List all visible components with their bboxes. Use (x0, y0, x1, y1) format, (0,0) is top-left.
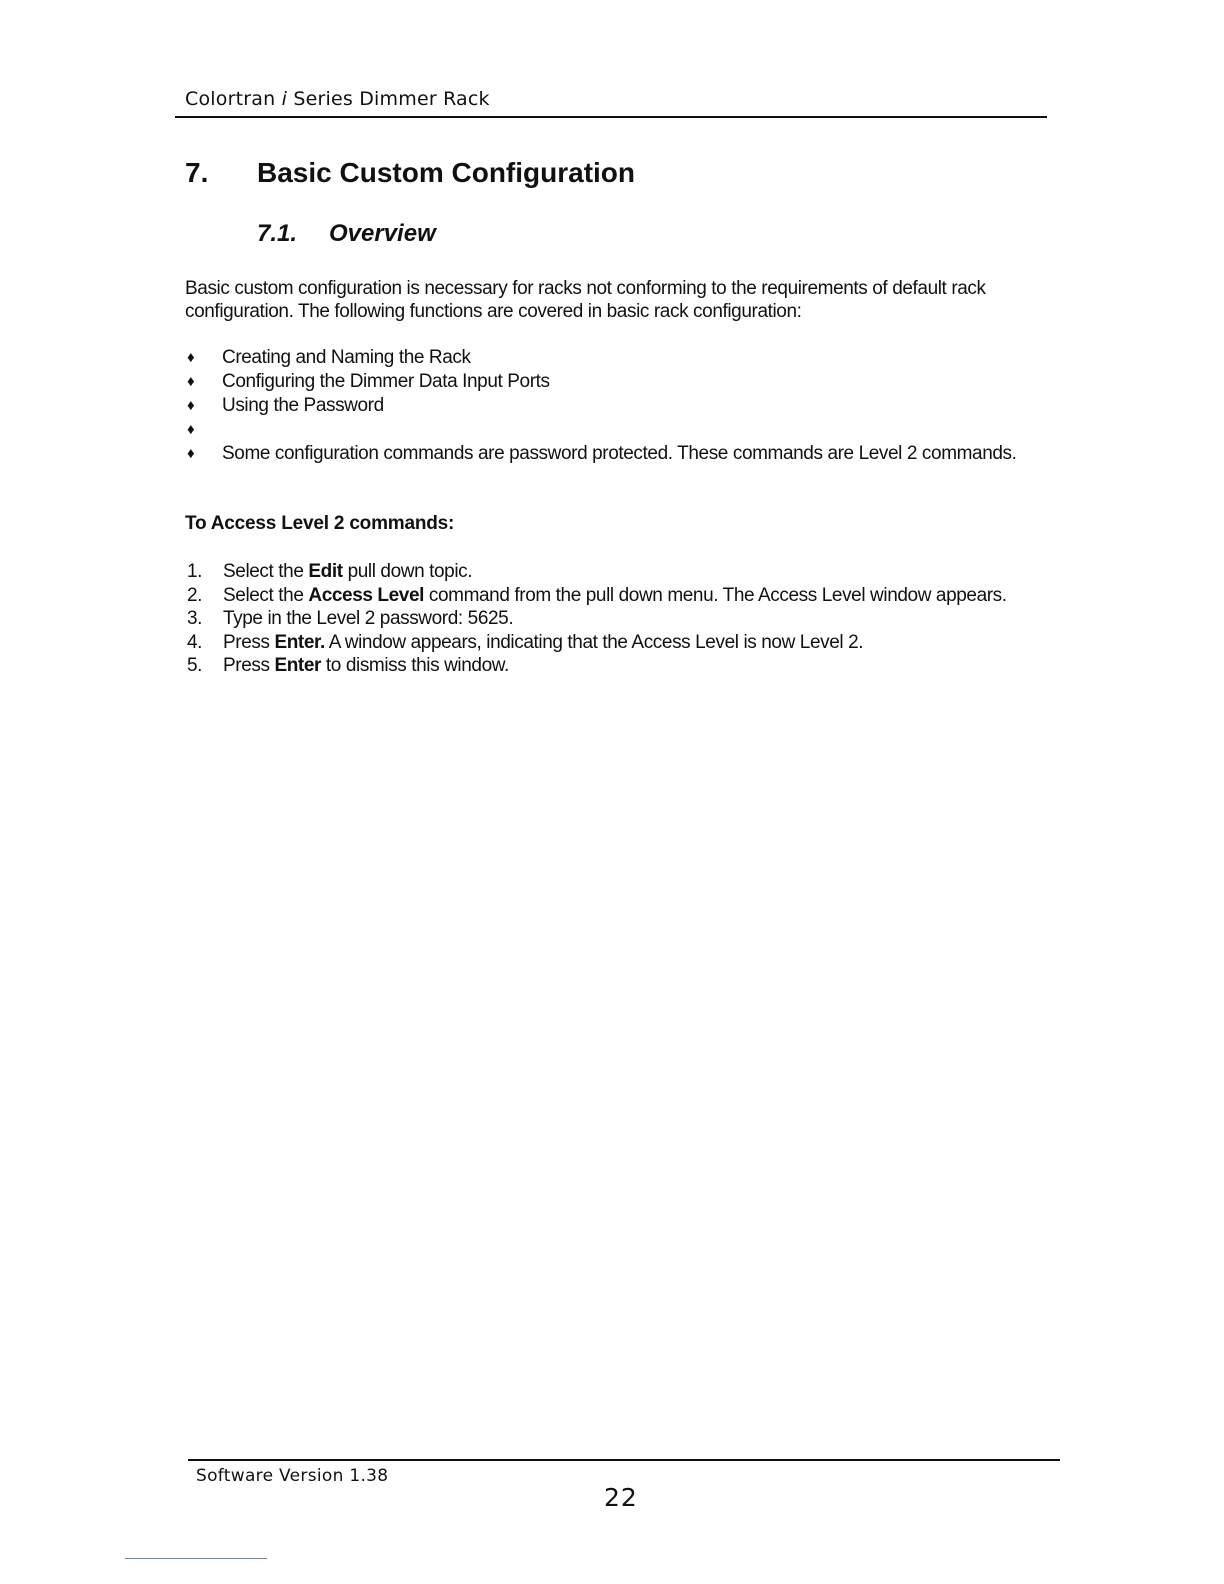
step-item (185, 631, 1035, 655)
steps-list (185, 560, 1035, 678)
step-item (185, 654, 1035, 678)
step-number: 1. (187, 561, 203, 582)
chapter-number: 7. (185, 157, 209, 188)
chapter-title (185, 157, 635, 189)
diamond-bullet-icon: ♦ (187, 373, 195, 390)
header-brand: Colortran (185, 88, 276, 110)
step-item (185, 560, 1035, 584)
step-bold: Enter. (274, 631, 325, 653)
step-text: Select the (223, 561, 309, 582)
list-item-text: Some configuration commands are password protected. These commands are Level 2 commands. (222, 443, 1017, 464)
step-text: Press (223, 655, 275, 676)
diamond-bullet-icon: ♦ (187, 349, 195, 366)
header-product: Series Dimmer Rack (293, 88, 490, 110)
diamond-bullet-icon: ♦ (187, 397, 195, 414)
list-item-text: Using the Password (222, 395, 384, 416)
step-text-post: to dismiss this window. (321, 655, 509, 676)
step-number: 2. (187, 584, 203, 606)
step-bold: Enter (274, 655, 322, 676)
list-item-text: Configuring the Dimmer Data Input Ports (222, 371, 550, 392)
list-item-text: Creating and Naming the Rack (222, 347, 471, 368)
step-item (185, 584, 1035, 608)
intro-paragraph: Basic custom configuration is necessary for racks not conforming to the requirements of default rack configuration. The following functions are covered in basic rack configuration: (185, 278, 986, 322)
access-heading: To Access Level 2 commands: (185, 513, 455, 534)
diamond-bullet-icon: ♦ (187, 445, 195, 462)
list-item (185, 346, 1035, 370)
list-item (185, 370, 1035, 394)
software-version: Software Version 1.38 (196, 1466, 389, 1486)
list-item (185, 394, 1035, 418)
running-header (185, 88, 490, 110)
section-title (257, 220, 436, 248)
function-list (185, 346, 1035, 466)
step-text: Select the (223, 584, 309, 606)
chapter-title-text: Basic Custom Configuration (257, 157, 636, 188)
page-number: 22 (604, 1483, 638, 1512)
diamond-bullet-icon: ♦ (187, 421, 195, 438)
step-bold: Access Level (308, 584, 425, 606)
scan-edge-line (125, 1558, 267, 1559)
step-number: 4. (187, 631, 203, 653)
list-item (185, 442, 1035, 466)
step-text: Press (223, 631, 275, 653)
step-text-post: A window appears, indicating that the Access Level is now Level 2. (324, 631, 864, 653)
section-title-text: Overview (329, 220, 436, 247)
step-item (185, 607, 1035, 631)
footer-rule (188, 1459, 1060, 1461)
step-text-post: command from the pull down menu. The Access Level window appears. (424, 584, 1007, 606)
section-number: 7.1. (257, 220, 298, 247)
step-bold: Edit (308, 561, 343, 582)
step-number: 5. (187, 655, 203, 676)
list-item (185, 418, 1035, 442)
header-brand-i: i (281, 88, 288, 110)
step-number: 3. (187, 608, 203, 629)
step-text: Type in the Level 2 password: 5625. (223, 608, 514, 629)
header-rule (175, 116, 1047, 118)
step-text-post: pull down topic. (342, 561, 473, 582)
